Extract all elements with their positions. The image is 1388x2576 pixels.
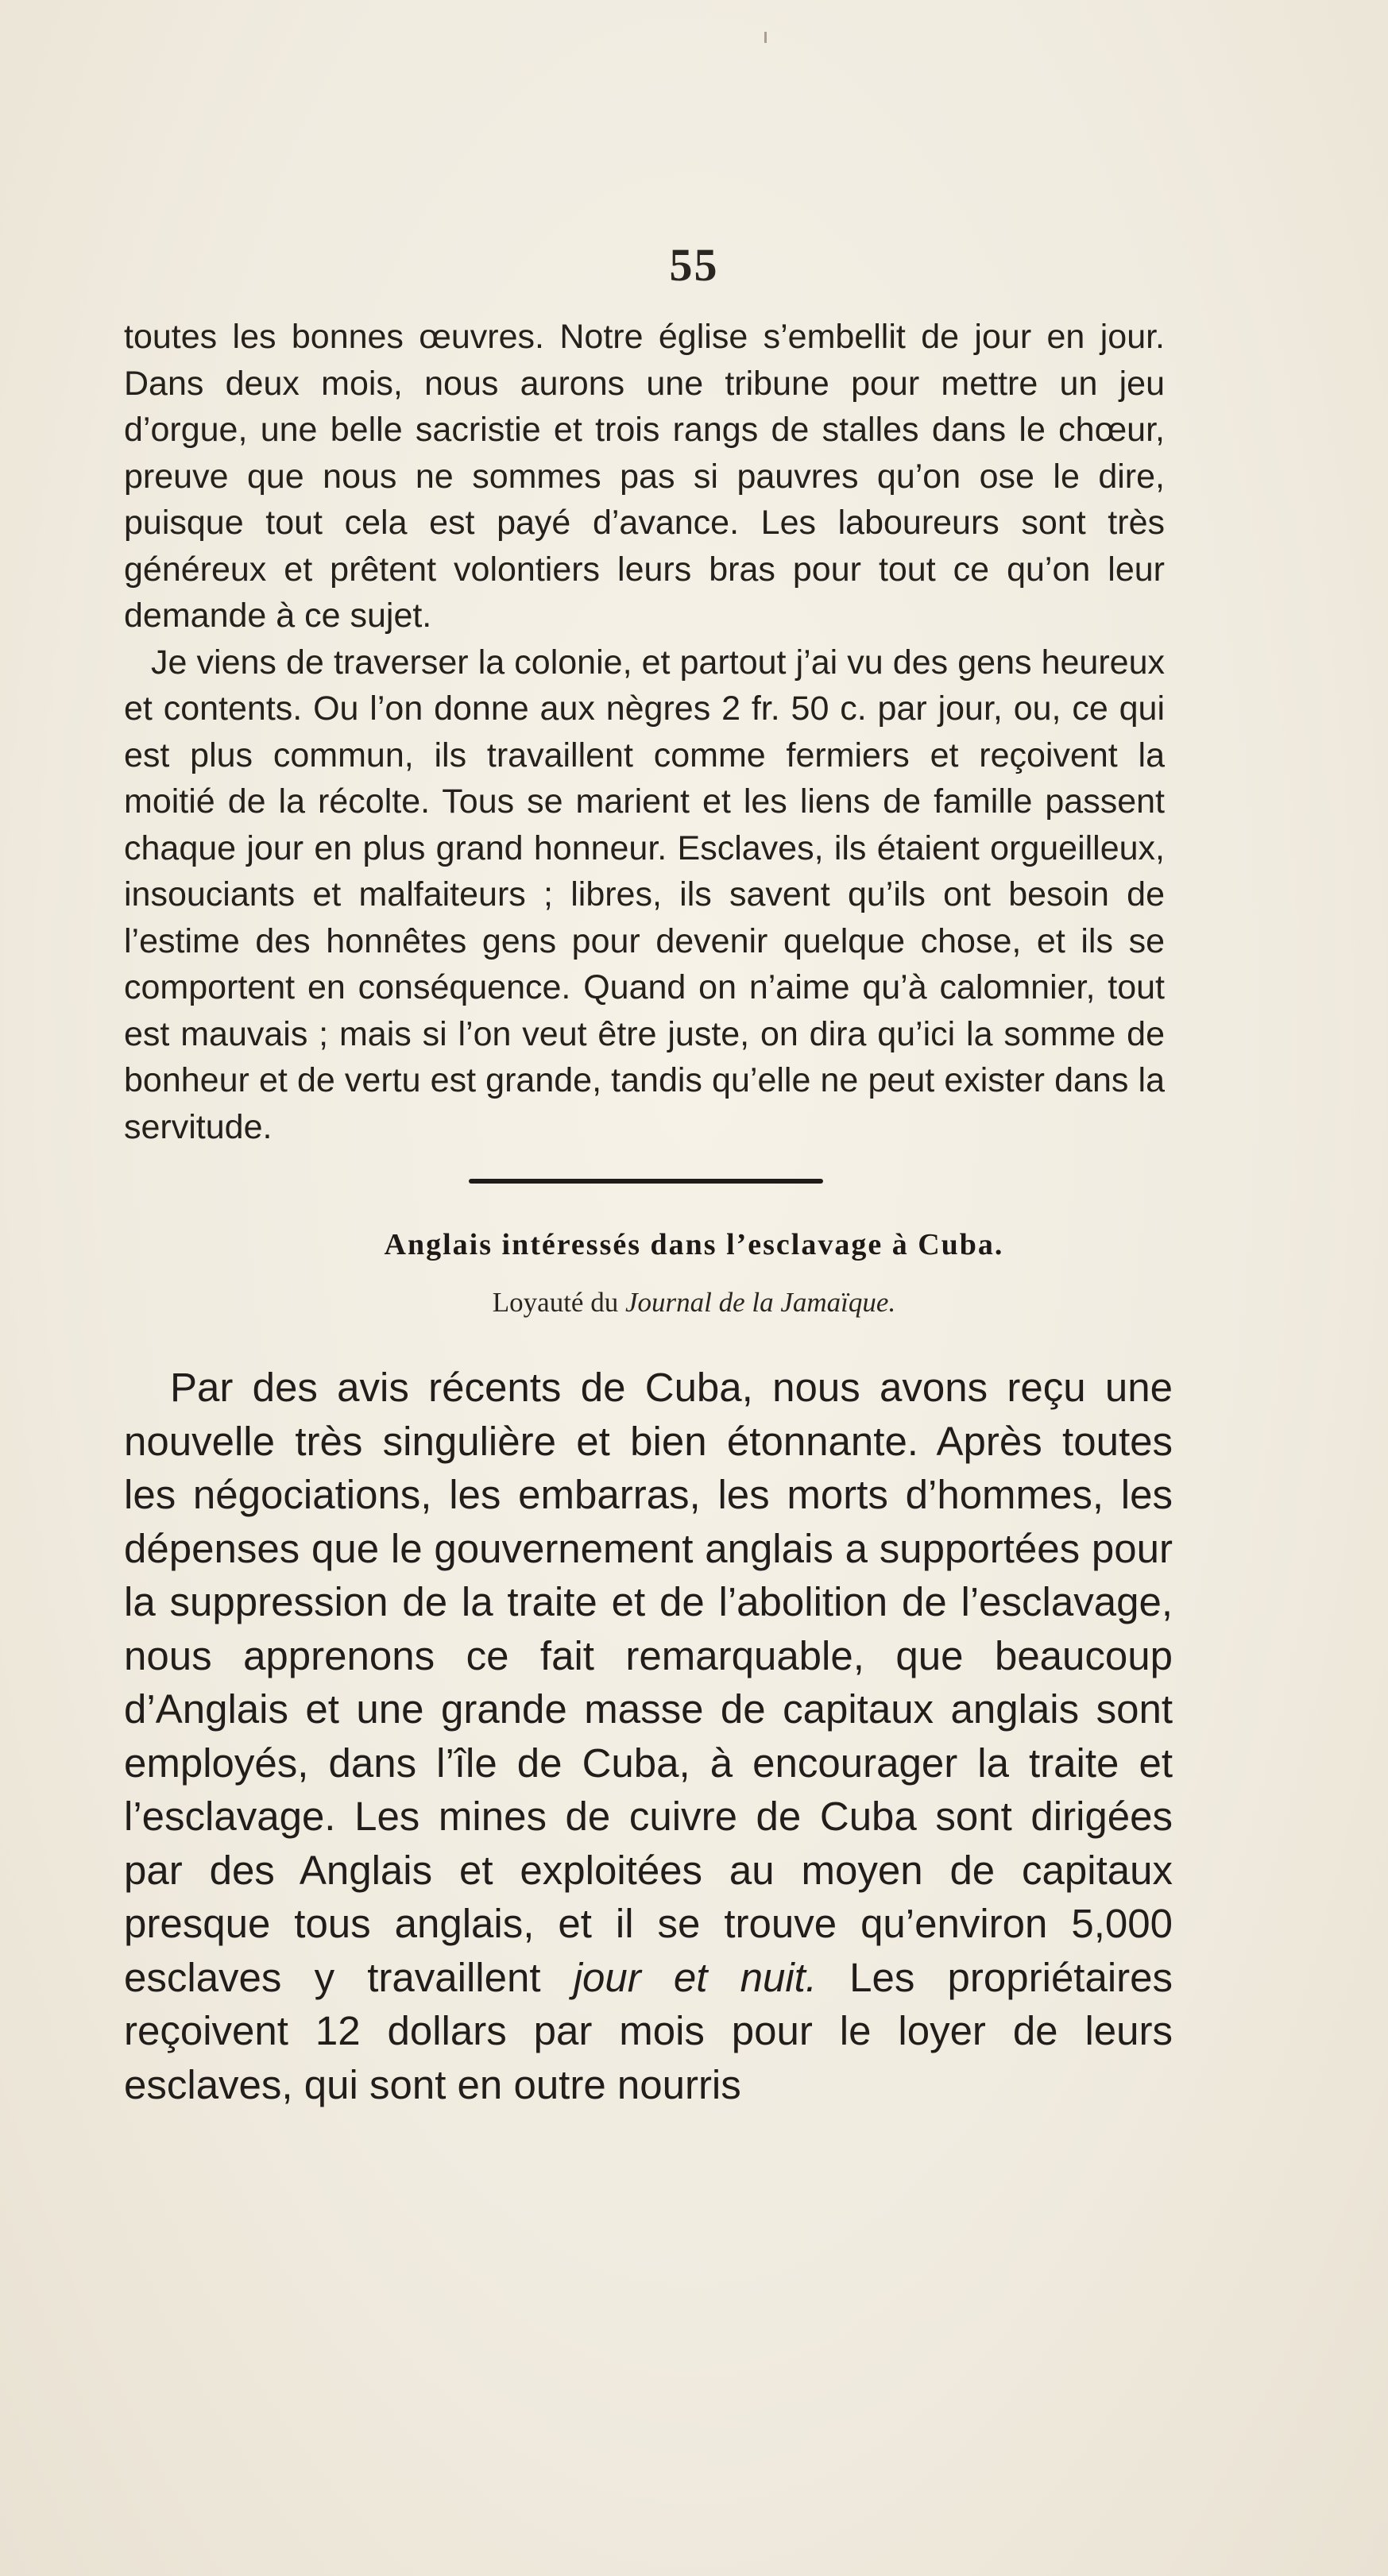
article-paragraph	[124, 1361, 1173, 2111]
article-text-main: Par des avis récents de Cuba, nous avons reçu une nouvelle très singulière et bien étonnante. Après toutes les négociations, les embarras, les morts d’hommes, les dépenses que le gouvernement anglais a supportées pour la suppression de la traite et de l’abolition de l’esclavage, nous apprenons ce fait remarquable, que beaucoup d’Anglais et une grande masse de capitaux anglais sont employés, dans l’île de Cuba, à encourager la traite et l’esclavage. Les mines de cuivre de Cuba sont dirigées par des Anglais et exploitées au moyen de capitaux presque tous anglais, et il se trouve qu’environ 5,000 esclaves y travaillent	[124, 1365, 1173, 2000]
letter-continuation	[124, 314, 1165, 1150]
page-number: 55	[669, 239, 719, 291]
section-divider	[469, 1179, 823, 1184]
ink-mark	[764, 32, 767, 43]
article-text-italic: jour et nuit.	[573, 1954, 817, 2000]
article-subheading	[0, 1287, 1388, 1319]
paragraph-1: toutes les bonnes œuvres. Notre église s’embellit de jour en jour. Dans deux mois, nous aurons une tribune pour mettre un jeu d’orgue, une belle sacristie et trois rangs de stalles dans le chœur, preuve que nous ne sommes pas si pauvres qu’on ose le dire, puisque tout cela est payé d’avance. Les laboureurs sont très généreux et prêtent volontiers leurs bras pour tout ce qu’on leur demande à ce sujet.	[124, 318, 1165, 635]
subheading-prefix: Loyauté du	[492, 1287, 625, 1318]
paragraph-2: Je viens de traverser la colonie, et partout j’ai vu des gens heureux et contents. Ou l’on donne aux nègres 2 fr. 50 c. par jour, ou, ce qui est plus commun, ils travaillent comme fermiers et reçoivent la moitié de la récolte. Tous se marient et les liens de famille passent chaque jour en plus grand honneur. Esclaves, ils étaient orgueilleux, insouciants et malfaiteurs ; libres, ils savent qu’ils ont besoin de l’estime des honnêtes gens pour devenir quelque chose, et ils se comportent en conséquence. Quand on n’aime qu’à calomnier, tout est mauvais ; mais si l’on veut être juste, on dira qu’ici la somme de bonheur et de vertu est grande, tandis qu’elle ne peut exister dans la servitude.	[124, 643, 1165, 1146]
article-heading: Anglais intéressés dans l’esclavage à Cuba.	[384, 1228, 1004, 1261]
subheading-source: Journal de la Jamaïque.	[624, 1287, 896, 1318]
article-text-end: Les propriétaires reçoivent 12 dollars par mois pour le loyer de leurs esclaves, qui sont en outre nourris	[124, 1954, 1173, 2107]
article-body	[124, 1361, 1173, 2111]
